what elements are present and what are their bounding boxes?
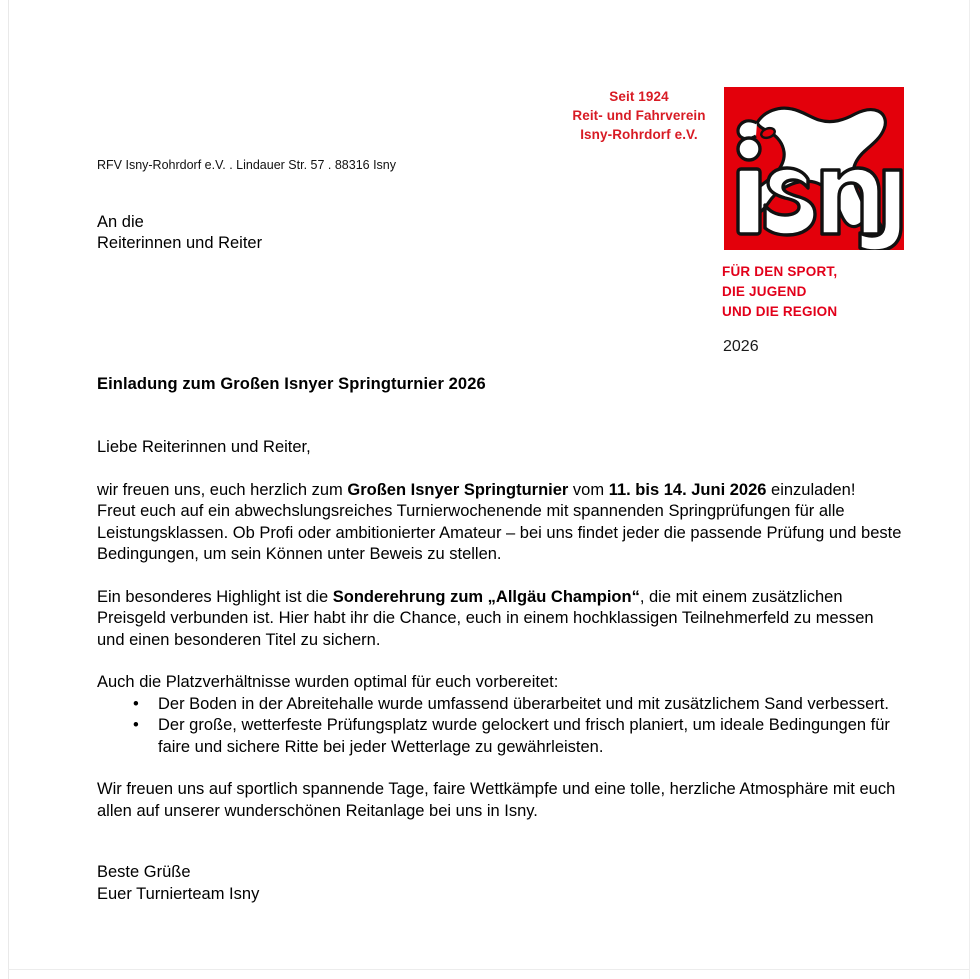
club-name-block bbox=[560, 87, 718, 144]
subject-heading: Einladung zum Großen Isnyer Springturnier 2026 bbox=[97, 375, 486, 393]
spacer bbox=[97, 822, 905, 862]
sender-address-line: RFV Isny-Rohrdorf e.V. . Lindauer Str. 57 . 88316 Isny bbox=[97, 158, 397, 172]
isny-logo bbox=[724, 87, 904, 250]
page-edge-left bbox=[8, 0, 9, 979]
recipient-line-1: An die bbox=[97, 213, 144, 231]
page-edge-bottom bbox=[8, 969, 969, 970]
year-label: 2026 bbox=[723, 338, 759, 355]
salutation: Liebe Reiterinnen und Reiter, bbox=[97, 438, 311, 456]
para1-bold-event: Großen Isnyer Springturnier bbox=[347, 480, 569, 499]
list-item bbox=[97, 715, 905, 758]
bullet-icon: • bbox=[133, 716, 139, 734]
list-item-label: Der große, wetterfeste Prüfungsplatz wurde gelockert und frisch planiert, um ideale Bedingungen für faire und sichere Ritte bei jeder Wetterlage zu gewährleisten. bbox=[158, 716, 890, 756]
spacer bbox=[97, 566, 905, 587]
paragraph-invitation bbox=[97, 480, 905, 502]
paragraph-champion bbox=[97, 587, 905, 652]
spacer bbox=[97, 651, 905, 672]
para3-text-1: Ein besonderes Highlight ist die bbox=[97, 587, 333, 606]
para1-bold-date: 11. bis 14. Juni 2026 bbox=[608, 480, 767, 499]
paragraph-weekend: Freut euch auf ein abwechslungsreiches Turnierwochenende mit spannenden Springprüfungen für alle Leistungsklassen. Ob Profi oder ambitionierter Amateur – bei uns findet jeder die passende Prüfung und beste Bedingungen, um sein Können unter Beweis zu stellen. bbox=[97, 502, 902, 563]
para1-text-3: einzuladen! bbox=[766, 480, 856, 499]
para1-text-2: vom bbox=[568, 480, 609, 499]
paragraph-outro: Wir freuen uns auf sportlich spannende Tage, faire Wettkämpfe und eine tolle, herzliche Atmosphäre mit euch allen auf unserer wunderschönen Reitanlage bei uns in Isny. bbox=[97, 780, 896, 820]
para1-text-1: wir freuen uns, euch herzlich zum bbox=[97, 480, 348, 499]
club-name-line-1: Reit- und Fahrverein bbox=[572, 108, 706, 123]
spacer bbox=[97, 758, 905, 779]
claim-line-1: FÜR DEN SPORT, bbox=[722, 264, 838, 279]
logo-claim-block bbox=[722, 262, 837, 322]
grounds-list bbox=[97, 694, 905, 759]
bullet-icon: • bbox=[133, 694, 139, 713]
claim-line-2: DIE JUGEND bbox=[722, 284, 807, 299]
letter-body bbox=[97, 437, 905, 905]
page-edge-right bbox=[969, 0, 970, 979]
isny-logo-graphic bbox=[724, 87, 904, 250]
recipient-line-2: Reiterinnen und Reiter bbox=[97, 234, 263, 252]
club-since-line: Seit 1924 bbox=[609, 89, 669, 104]
closing-signature: Euer Turnierteam Isny bbox=[97, 884, 260, 903]
recipient-address bbox=[97, 212, 262, 254]
paragraph-grounds-intro: Auch die Platzverhältnisse wurden optimal für euch vorbereitet: bbox=[97, 673, 559, 691]
club-name-line-2: Isny-Rohrdorf e.V. bbox=[580, 127, 698, 142]
claim-line-3: UND DIE REGION bbox=[722, 304, 838, 319]
para3-bold-award: Sonderehrung zum „Allgäu Champion“ bbox=[332, 587, 640, 606]
list-item bbox=[97, 694, 905, 716]
spacer bbox=[97, 459, 905, 480]
list-item-label: Der Boden in der Abreitehalle wurde umfassend überarbeitet und mit zusätzlichem Sand verbessert. bbox=[158, 694, 889, 713]
closing-greeting: Beste Grüße bbox=[97, 863, 191, 881]
para3-text-2: , die mit einem zusätzlichen Preisgeld verbunden ist. Hier habt ihr die Chance, euch in einem hochklassigen Teilnehmerfeld zu messen und einen besonderen Titel zu sichern. bbox=[97, 587, 874, 649]
